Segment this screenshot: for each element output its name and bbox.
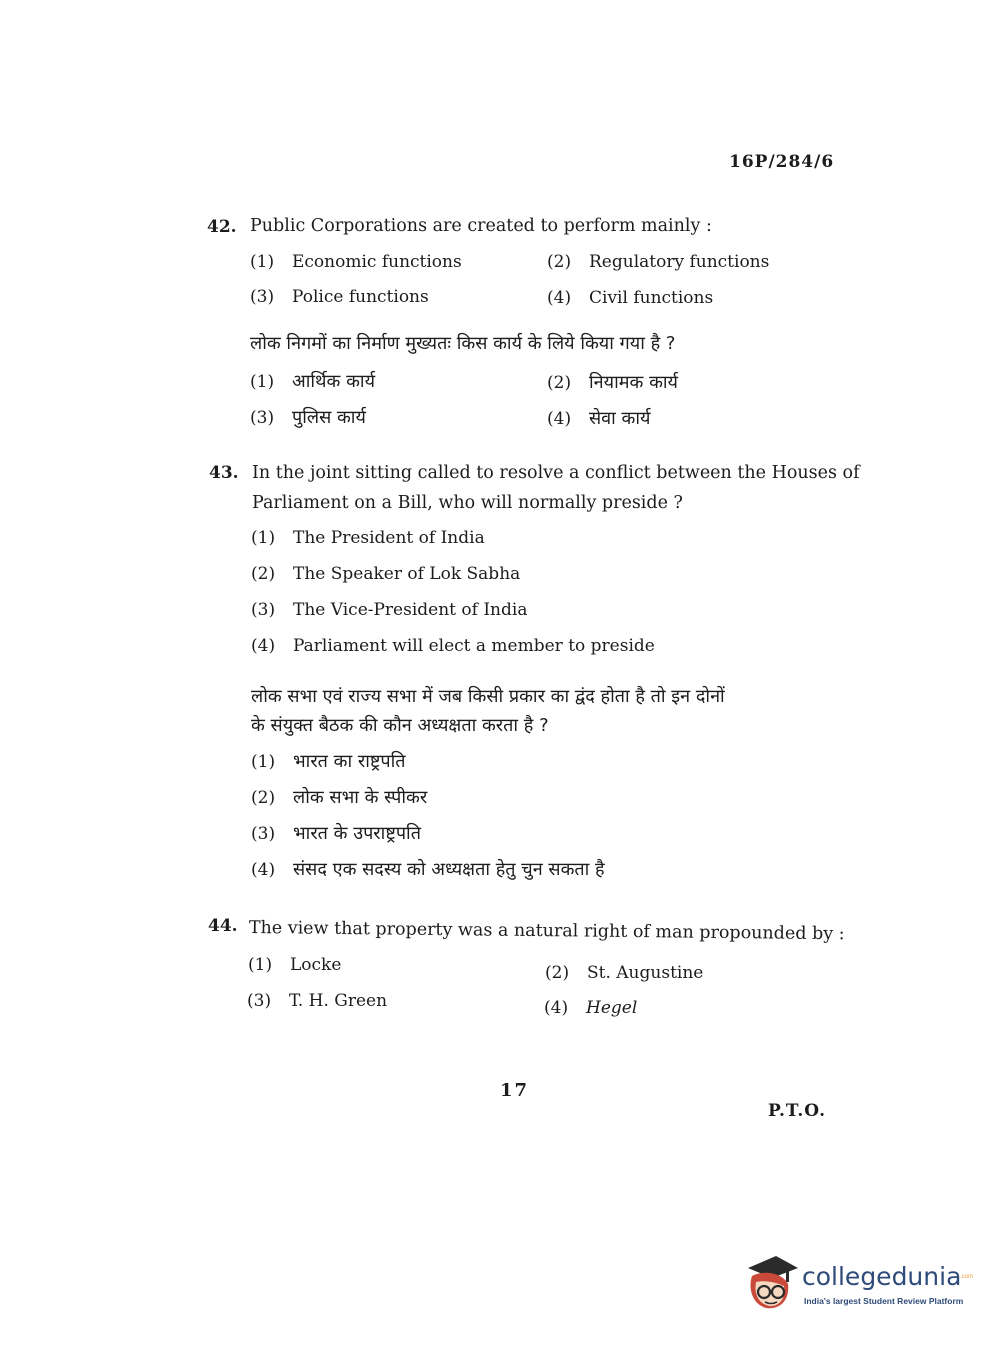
- option-hi: [251, 749, 406, 773]
- option-text: भारत का राष्ट्रपति: [293, 751, 406, 772]
- option-text: नियामक कार्य: [589, 372, 678, 393]
- option-en: [251, 528, 485, 548]
- option-hi: [547, 406, 651, 430]
- option-number: (2): [545, 963, 570, 983]
- question-text-hi: लोक निगमों का निर्माण मुख्यतः किस कार्य के लिये किया गया है ?: [250, 333, 676, 354]
- option-number: (1): [251, 528, 276, 548]
- brand-name: collegedunia: [802, 1262, 962, 1291]
- question-text-hi-line2: के संयुक्त बैठक की कौन अध्यक्षता करता है ?: [251, 715, 549, 736]
- question-text-en-line1: In the joint sitting called to resolve a conflict between the Houses of: [252, 463, 860, 483]
- option-number: (1): [251, 752, 276, 772]
- option-text: लोक सभा के स्पीकर: [293, 787, 428, 808]
- option-hi: [251, 857, 605, 881]
- page-number: 17: [500, 1080, 530, 1101]
- option-text: Civil functions: [589, 288, 714, 308]
- option-text: Hegel: [586, 998, 638, 1018]
- option-number: (3): [247, 991, 272, 1011]
- option-hi: [547, 370, 678, 394]
- option-hi: [251, 785, 427, 809]
- option-text: सेवा कार्य: [589, 408, 651, 429]
- option-number: (2): [251, 564, 276, 584]
- option-number: (4): [251, 860, 276, 880]
- option-text: भारत के उपराष्ट्रपति: [293, 823, 421, 844]
- option-en: [547, 252, 769, 272]
- option-text: Parliament will elect a member to preside: [293, 636, 655, 656]
- option-number: (2): [251, 788, 276, 808]
- option-number: (3): [250, 287, 275, 307]
- option-en: [545, 963, 703, 983]
- option-hi: [251, 821, 421, 845]
- option-number: (2): [547, 373, 572, 393]
- option-number: (2): [547, 252, 572, 272]
- question-text-hi-line1: लोक सभा एवं राज्य सभा में जब किसी प्रकार का द्वंद होता है तो इन दोनों: [251, 686, 725, 707]
- option-text: आर्थिक कार्य: [292, 371, 376, 392]
- question-text-en: Public Corporations are created to perform mainly :: [250, 216, 712, 236]
- option-text: संसद एक सदस्य को अध्यक्षता हेतु चुन सकता है: [293, 859, 605, 880]
- brand-tagline: India's largest Student Review Platform: [804, 1296, 964, 1306]
- question-number: 43.: [209, 463, 239, 483]
- option-number: (1): [250, 252, 275, 272]
- option-text: The President of India: [293, 528, 485, 548]
- option-en: [251, 564, 520, 584]
- option-number: (4): [251, 636, 276, 656]
- option-text: Police functions: [292, 287, 429, 307]
- option-en: [247, 991, 387, 1011]
- option-en: [250, 252, 462, 272]
- option-number: (4): [547, 288, 572, 308]
- question-text-en: The view that property was a natural right of man propounded by :: [248, 918, 845, 945]
- mascot-icon: [742, 1252, 802, 1316]
- option-number: (3): [251, 824, 276, 844]
- paper-code: 16P/284/6: [729, 152, 835, 172]
- option-text: Regulatory functions: [589, 252, 770, 272]
- option-hi: [250, 405, 366, 429]
- option-text: Locke: [290, 955, 342, 975]
- collegedunia-logo: [742, 1250, 972, 1320]
- brand-domain-suffix: .com: [960, 1274, 974, 1280]
- option-number: (3): [250, 408, 275, 428]
- option-number: (4): [544, 998, 569, 1018]
- question-number: 42.: [207, 217, 237, 237]
- question-number: 44.: [208, 916, 238, 936]
- option-en: [250, 287, 429, 307]
- option-number: (3): [251, 600, 276, 620]
- option-number: (1): [248, 955, 273, 975]
- option-hi: [250, 369, 375, 393]
- option-en: [251, 600, 527, 620]
- option-en: [544, 998, 637, 1018]
- option-text: पुलिस कार्य: [292, 407, 366, 428]
- option-text: Economic functions: [292, 252, 462, 272]
- option-text: St. Augustine: [587, 963, 704, 983]
- option-number: (1): [250, 372, 275, 392]
- option-en: [248, 955, 341, 975]
- option-en: [251, 636, 655, 656]
- option-text: The Speaker of Lok Sabha: [293, 564, 521, 584]
- option-number: (4): [547, 409, 572, 429]
- option-en: [547, 288, 713, 308]
- question-text-en-line2: Parliament on a Bill, who will normally preside ?: [252, 493, 683, 513]
- option-text: The Vice-President of India: [293, 600, 528, 620]
- option-text: T. H. Green: [289, 991, 388, 1011]
- pto-label: P.T.O.: [768, 1101, 826, 1121]
